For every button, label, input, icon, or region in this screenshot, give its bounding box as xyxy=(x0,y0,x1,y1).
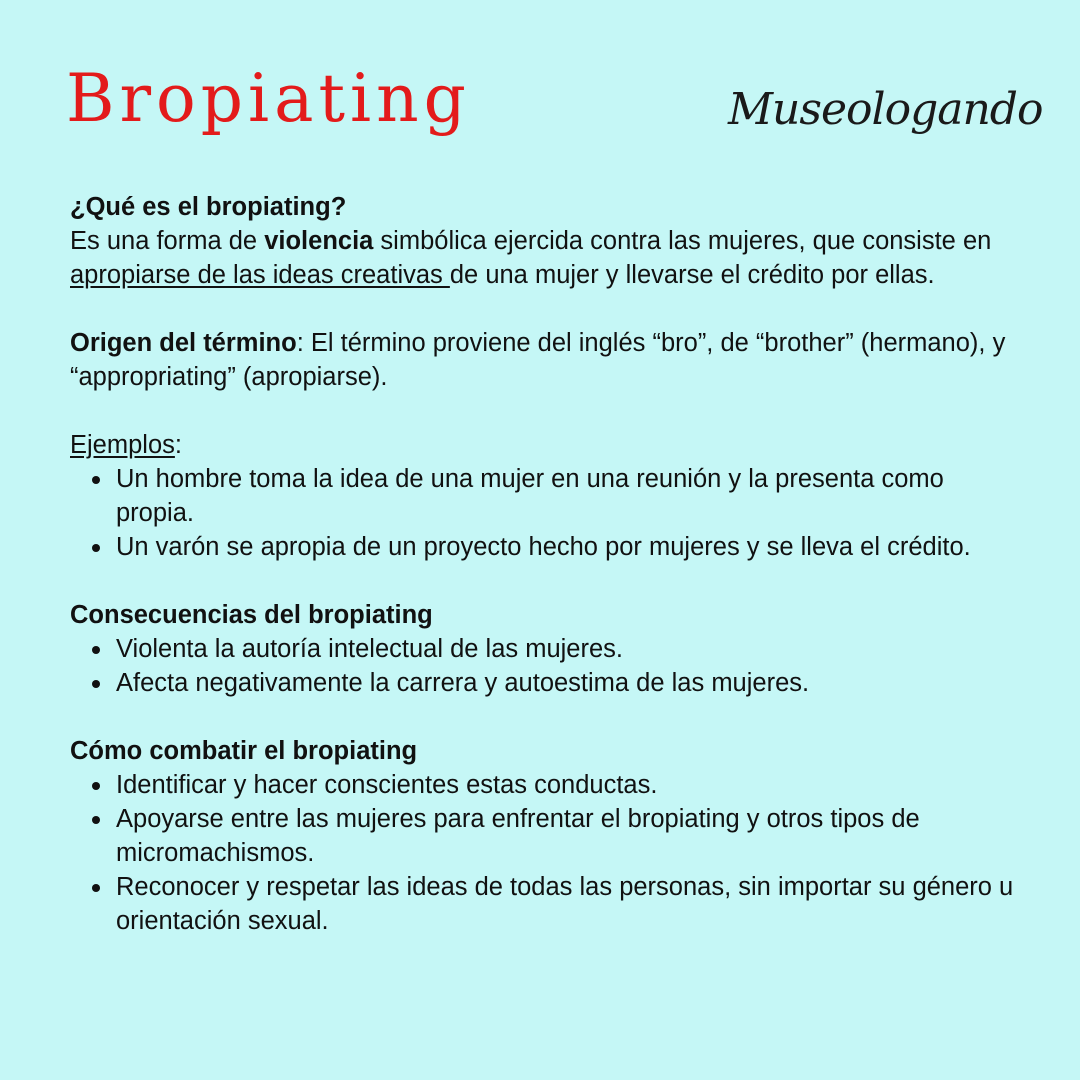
list-item: Reconocer y respetar las ideas de todas las personas, sin importar su género u orientación sexual. xyxy=(116,870,1020,938)
origin-paragraph xyxy=(70,326,1020,394)
what-text-1: Es una forma de xyxy=(70,227,265,255)
brand-signature: Museologando xyxy=(728,84,1043,135)
consequences-list xyxy=(70,632,1020,700)
what-underlined: apropiarse de las ideas creativas xyxy=(70,261,450,289)
examples-heading-line xyxy=(70,428,1020,462)
examples-list xyxy=(70,462,1020,564)
examples-colon: : xyxy=(174,431,182,459)
combat-heading: Cómo combatir el bropiating xyxy=(70,737,418,765)
what-text-3: de una mujer y llevarse el crédito por ellas. xyxy=(449,261,935,289)
page-title: Bropiating xyxy=(66,60,471,137)
origin-text: : El término proviene del inglés “bro”, de “brother” (hermano), y “appropriating” (apropiarse). xyxy=(70,329,1006,391)
what-heading: ¿Qué es el bropiating? xyxy=(70,193,347,221)
origin-heading: Origen del término xyxy=(70,329,297,357)
list-item: Apoyarse entre las mujeres para enfrentar el bropiating y otros tipos de micromachismos. xyxy=(116,802,1020,870)
list-item: Violenta la autoría intelectual de las mujeres. xyxy=(116,632,1020,666)
what-paragraph xyxy=(70,224,1020,292)
what-bold-word: violencia xyxy=(264,227,374,255)
consequences-heading: Consecuencias del bropiating xyxy=(70,601,433,629)
list-item: Un varón se apropia de un proyecto hecho por mujeres y se lleva el crédito. xyxy=(116,530,1020,564)
list-item: Afecta negativamente la carrera y autoestima de las mujeres. xyxy=(116,666,1020,700)
examples-heading: Ejemplos xyxy=(70,431,175,459)
what-text-2: simbólica ejercida contra las mujeres, que consiste en xyxy=(373,227,992,255)
list-item: Identificar y hacer conscientes estas conductas. xyxy=(116,768,1020,802)
list-item: Un hombre toma la idea de una mujer en una reunión y la presenta como propia. xyxy=(116,462,1020,530)
main-content xyxy=(70,190,1020,938)
combat-list xyxy=(70,768,1020,938)
